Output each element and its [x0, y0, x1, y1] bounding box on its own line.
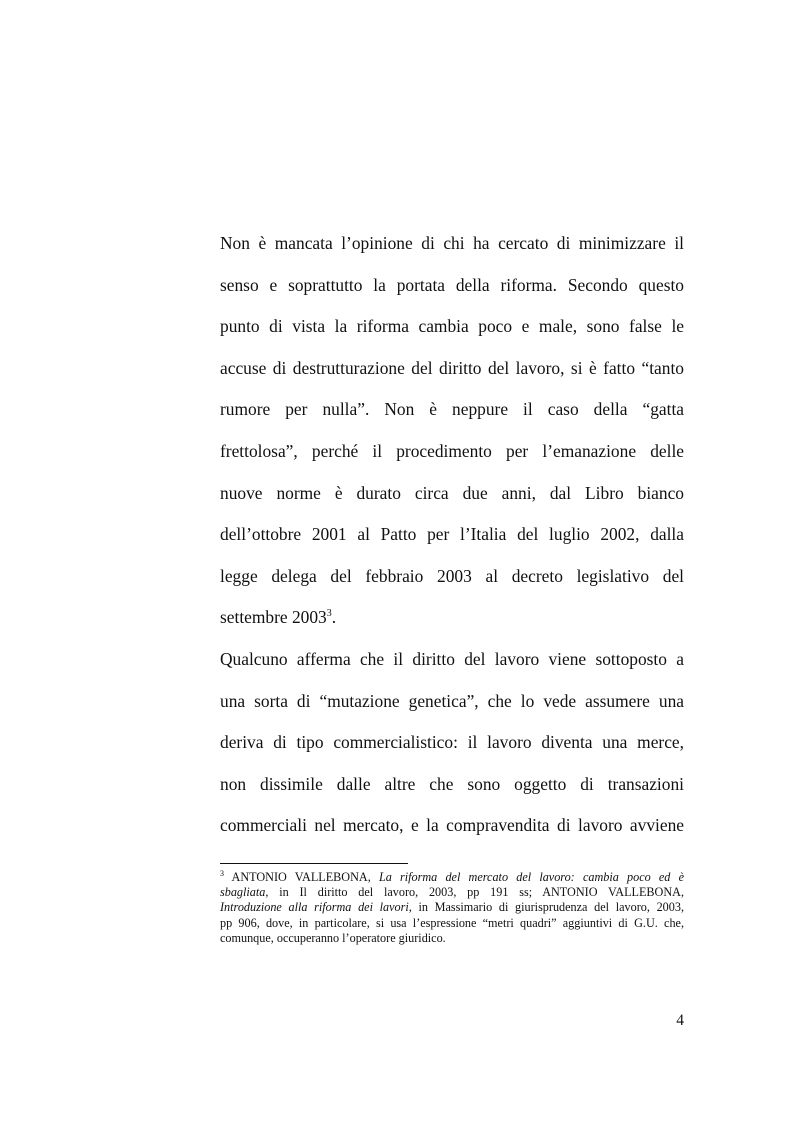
- page-number: 4: [676, 1012, 684, 1029]
- footnote-mark: 3: [220, 868, 224, 878]
- footnote-author: ANTONIO VALLEBONA,: [231, 870, 371, 884]
- footnote-title-cont: sbagliata,: [220, 885, 269, 900]
- body-line: punto di vista la riforma cambia poco e male, sono false le: [220, 316, 684, 337]
- footnote-line: [220, 870, 684, 885]
- body-line: Non è mancata l’opinione di chi ha cercato di minimizzare il: [220, 233, 684, 253]
- body-line: una sorta di “mutazione genetica”, che lo vede assumere una: [220, 690, 684, 711]
- body-line: dell’ottobre 2001 al Patto per l’Italia del luglio 2002, dalla: [220, 524, 684, 545]
- footnote-citation-2: in Massimario di giurisprudenza del lavoro, 2003,: [418, 900, 685, 915]
- footnote-title: La riforma del mercato del lavoro: cambia poco ed è: [378, 870, 685, 884]
- footnote: [220, 870, 684, 946]
- body-line: accuse di destrutturazione del diritto del lavoro, si è fatto “tanto: [220, 357, 684, 378]
- footnote-title-2: Introduzione alla riforma dei lavori,: [220, 900, 412, 915]
- body-line: commerciali nel mercato, e la compravendita di lavoro avviene: [220, 815, 684, 836]
- body-line-suffix: .: [331, 607, 337, 628]
- footnote-citation: in Il diritto del lavoro, 2003, pp 191 ss; ANTONIO VALLEBONA,: [279, 885, 685, 900]
- body-line: Qualcuno afferma che il diritto del lavoro viene sottoposto a: [220, 648, 684, 669]
- footnote-separator: [220, 863, 408, 864]
- body-line: nuove norme è durato circa due anni, dal Libro bianco: [220, 482, 684, 503]
- footnote-line: [220, 900, 684, 915]
- body-line: deriva di tipo commercialistico: il lavoro diventa una merce,: [220, 732, 684, 753]
- body-line: rumore per nulla”. Non è neppure il caso della “gatta: [220, 399, 684, 420]
- body-line: frettolosa”, perché il procedimento per l’emanazione delle: [220, 440, 684, 461]
- body-text: [220, 224, 684, 848]
- footnote-line: [220, 885, 684, 900]
- body-line: non dissimile dalle altre che sono oggetto di transazioni: [220, 773, 684, 794]
- body-line-text: settembre 2003: [220, 607, 327, 628]
- body-line-with-footnote: [220, 598, 684, 640]
- footnote-line: pp 906, dove, in particolare, si usa l’espressione “metri quadri” aggiuntivi di G.U. che,: [220, 915, 684, 930]
- body-line: senso e soprattutto la portata della riforma. Secondo questo: [220, 274, 684, 295]
- footnote-line: comunque, occuperanno l’operatore giuridico.: [220, 930, 446, 945]
- body-line: legge delega del febbraio 2003 al decreto legislativo del: [220, 565, 684, 586]
- footnote-reference[interactable]: 3: [326, 608, 332, 620]
